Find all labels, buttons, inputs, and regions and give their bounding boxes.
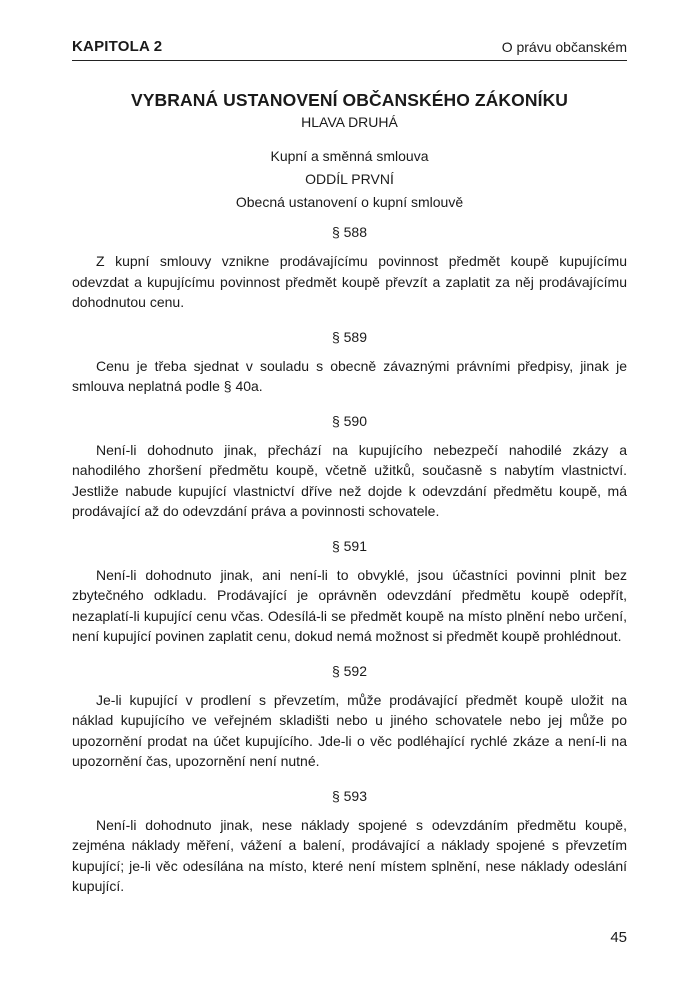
page-number: 45 — [610, 929, 627, 946]
hlava-heading: HLAVA DRUHÁ — [301, 114, 398, 130]
section-text: Není-li dohodnuto jinak, přechází na kupujícího nebezpečí nahodilé zkázy a nahodilého zhoršení předmětu koupě, včetně užitků, současně s nabytím vlastnictví. Jestliže nabude kupující vlastnictví dříve než dojde k odevzdání předmětu koupě, má prodávající až do odevzdání práva a povinnosti schovatele. — [72, 441, 627, 519]
section-text: Z kupní smlouvy vznikne prodávajícímu povinnost předmět koupě kupujícímu odevzdat a kupujícímu povinnost předmět koupě převzít a zaplatit za něj prodávajícímu dohodnutou cenu. — [72, 253, 627, 310]
section-number: § 592 — [331, 662, 368, 679]
document-title: VYBRANÁ USTANOVENÍ OBČANSKÉHO ZÁKONÍKU — [130, 90, 569, 110]
oddil-heading: ODDÍL PRVNÍ — [305, 171, 394, 187]
subtitle-heading: Kupní a směnná smlouva — [270, 148, 429, 164]
section-number: § 593 — [331, 787, 368, 804]
oddil-title: Obecná ustanovení o kupní smlouvě — [235, 194, 464, 210]
section-number: § 591 — [331, 537, 368, 554]
page-content — [72, 88, 627, 911]
chapter-label: KAPITOLA 2 — [72, 38, 163, 55]
section-number: § 589 — [331, 328, 368, 345]
section-number: § 588 — [331, 224, 368, 240]
running-title: O právu občanském — [501, 39, 627, 55]
section-number: § 590 — [331, 412, 368, 429]
section-text: Je-li kupující v prodlení s převzetím, může prodávající předmět koupě uložit na náklad kupujícího ve veřejném skladišti nebo u jiného schovatele nebo jej může po upozornění prodat na účet kupujícího. Jde-li o věc podléhající rychlé zkáze a není-li na upozornění čas, upozornění není nutné. — [72, 691, 627, 769]
section-text: Není-li dohodnuto jinak, ani není-li to obvyklé, jsou účastníci povinni plnit bez zbytečného odkladu. Prodávající je oprávněn odevzdání předmětu koupě odepřít, nezaplatí-li kupující cenu včas. Odesílá-li se předmět koupě na místo plnění nebo určení, není kupující povinen zaplatit cenu, dokud nemá možnost si předmět koupě prohlédnout. — [72, 566, 627, 644]
section-text: Cenu je třeba sjednat v souladu s obecně závaznými právními předpisy, jinak je smlouva neplatná podle § 40a. — [72, 357, 627, 394]
page-header — [72, 34, 627, 61]
section-text: Není-li dohodnuto jinak, nese náklady spojené s odevzdáním předmětu koupě, zejména náklady měření, vážení a balení, prodávající a náklady spojené s převzetím kupující; je-li věc odesílána na místo, které není místem splnění, nese náklady odeslání kupující. — [72, 816, 627, 894]
